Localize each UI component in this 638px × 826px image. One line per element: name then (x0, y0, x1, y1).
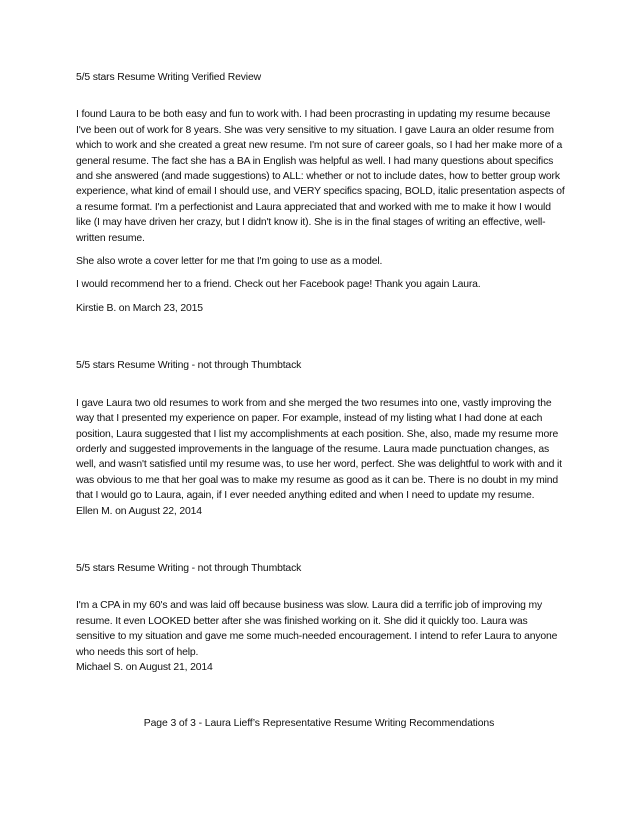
review-2 (76, 358, 566, 519)
review-1-paragraph-2: She also wrote a cover letter for me that I'm going to use as a model. (76, 256, 383, 268)
page-footer: Page 3 of 3 - Laura Lieff’s Representative Resume Writing Recommendations (143, 718, 495, 729)
review-3 (76, 561, 566, 675)
review-1-paragraph-3: I would recommend her to a friend. Check out her Facebook page! Thank you again Laura. (76, 279, 481, 291)
review-2-heading: 5/5 stars Resume Writing - not through Thumbtack (76, 360, 302, 372)
review-1-signature: Kirstie B. on March 23, 2015 (76, 302, 203, 314)
review-2-paragraph-1: I gave Laura two old resumes to work from and she merged the two resumes into one, vastly improving the way that I presented my experience on paper. For example, instead of my listing what I had done at each position, Laura suggested that I list my accomplishments at each position. She, also, made my resume more orderly and suggested improvements in the language of the resume. Laura made punctuation changes, as well, and wasn't satisfied until my resume was, to use her word, perfect. She was delightful to work with and it was obvious to me that her goal was to make my resume as good as it can be. There is no doubt in my mind that I would go to Laura, again, if I ever needed anything edited and when I need to update my resume. (76, 397, 562, 502)
review-3-paragraph-1: I'm a CPA in my 60's and was laid off because business was slow. Laura did a terrific job of improving my resume. It even LOOKED better after she was finished working on it. She did it quickly too. Laura was sensitive to my situation and gave me some much-needed encouragement. I intend to refer Laura to anyone who needs this sort of help. (76, 600, 558, 658)
document-body (76, 70, 566, 675)
review-3-signature: Michael S. on August 21, 2014 (76, 661, 213, 673)
review-1-paragraph-1: I found Laura to be both easy and fun to work with. I had been procrasting in updating my resume because I've been out of work for 8 years. She was very sensitive to my situation. I gave Laura an older resume from which to work and she created a great new resume. I'm not sure of career goals, so I had her make more of a general resume. The fact she has a BA in English was helpful as well. I had many questions about specifics and she answered (and made suggestions) to ALL: whether or not to include dates, how to better group work experience, what kind of email I should use, and VERY specifics spacing, BOLD, italic presentation aspects of a resume format. I'm a perfectionist and Laura appreciated that and worked with me to make it how I would like (I may have driven her crazy, but I didn't know it). She is in the final stages of writing an effective, well-written resume. (76, 109, 565, 244)
review-1-heading: 5/5 stars Resume Writing Verified Review (76, 72, 261, 83)
review-1 (76, 70, 566, 316)
review-2-signature: Ellen M. on August 22, 2014 (76, 505, 202, 517)
review-3-heading: 5/5 stars Resume Writing - not through Thumbtack (76, 562, 302, 574)
